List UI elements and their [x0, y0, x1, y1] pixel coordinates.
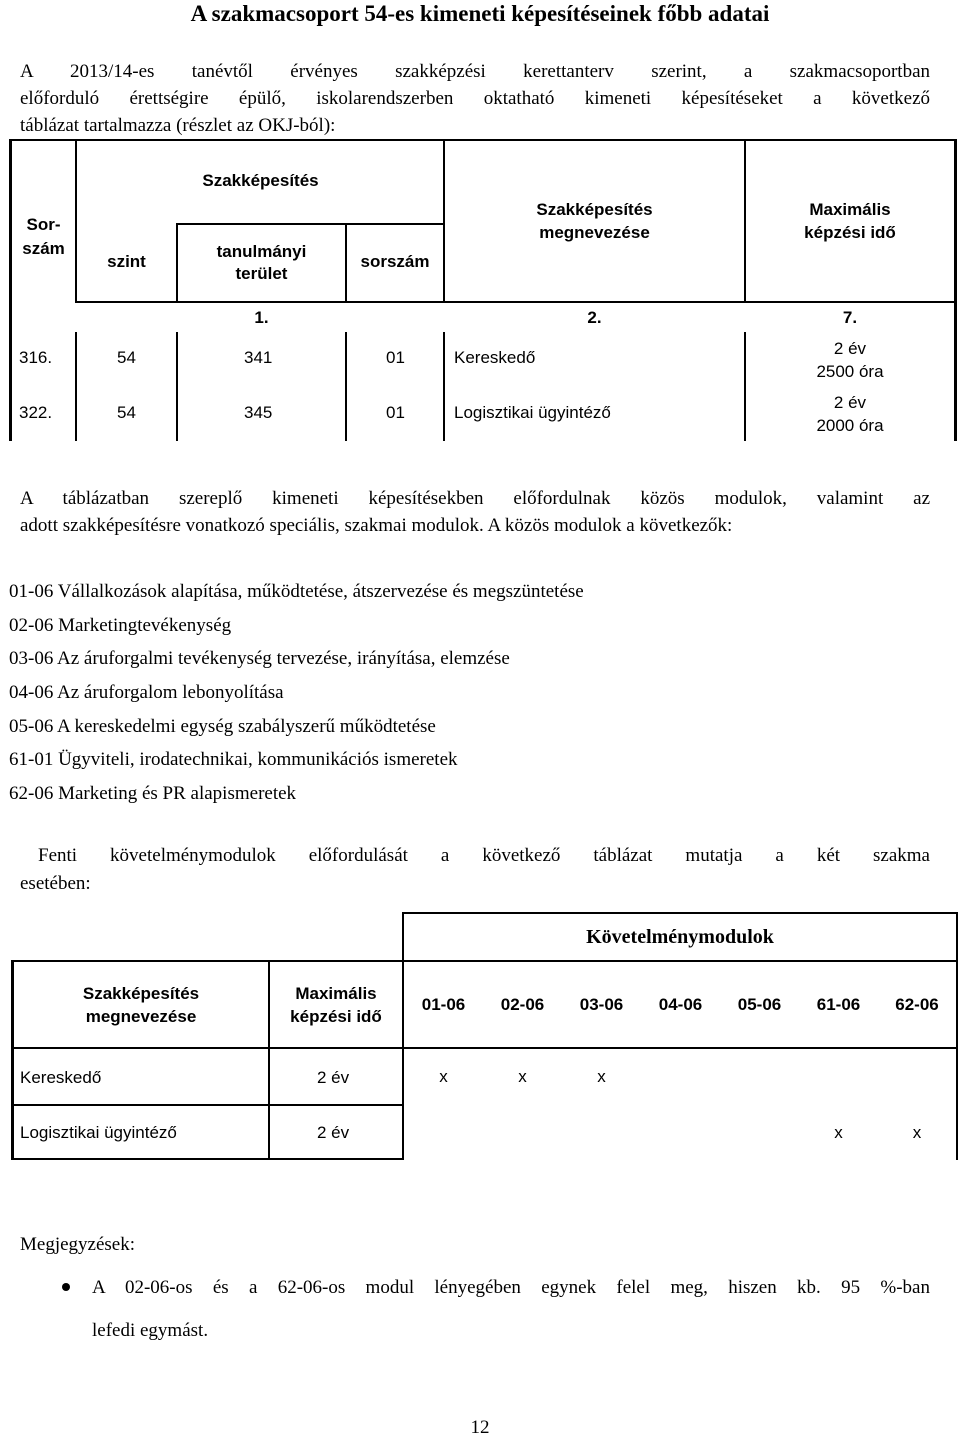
header-megnevezes: Szakképesítés megnevezése: [82, 983, 200, 1026]
notes-heading: Megjegyzések:: [20, 1234, 136, 1255]
row1-mark: [641, 1049, 720, 1104]
row1-sorszam2: 01: [386, 348, 405, 367]
header-module-03-06: 03-06: [579, 994, 624, 1014]
intro-line-3: táblázat tartalmazza (részlet az OKJ-ból):: [20, 115, 336, 136]
colnum-2: 2.: [587, 308, 602, 327]
bullet-icon: [62, 1283, 70, 1291]
header-sorszam2: sorszám: [360, 252, 430, 271]
list-item: 04-06 Az áruforgalom lebonyolítása: [9, 682, 284, 703]
header-megnevezes: Szakképesítés megnevezése: [536, 200, 653, 242]
row2-sorszam2: 01: [386, 403, 405, 422]
header-szakkepesites: Szakképesítés: [202, 171, 319, 190]
list-item: 05-06 A kereskedelmi egység szabályszerű működtetése: [9, 716, 436, 737]
para3-line-2: esetében:: [20, 873, 91, 894]
row1-ido: 2 év: [317, 1068, 350, 1087]
para2-line-2: adott szakképesítésre vonatkozó speciális, szakmai modulok. A közös modulok a következők:: [20, 515, 733, 536]
row2-szint: 54: [117, 403, 136, 422]
page-number: 12: [470, 1417, 490, 1438]
header-sorszam: Sor- szám: [22, 215, 65, 258]
row1-terulet: 341: [244, 348, 273, 367]
row1-megnevezes: Kereskedő: [454, 348, 536, 367]
note-item-line-2: lefedi egymást.: [92, 1320, 209, 1341]
header-module-04-06: 04-06: [658, 994, 703, 1014]
row2-mark: x: [912, 1122, 922, 1142]
row2-mark: [562, 1106, 641, 1159]
row2-mark: [641, 1106, 720, 1159]
row1-mark: [720, 1049, 799, 1104]
para3-line-1: Fenti követelménymodulok előfordulását a következő táblázat mutatja a két szakma: [38, 845, 930, 866]
list-item: 03-06 Az áruforgalmi tevékenység tervezése, irányítása, elemzése: [9, 648, 510, 669]
row1-ido: 2 év 2500 óra: [816, 339, 884, 381]
row2-mark: [720, 1106, 799, 1159]
colnum-7: 7.: [842, 308, 858, 327]
row1-mark: x: [518, 1066, 527, 1086]
note-item-line-1: A 02-06-os és a 62-06-os modul lényegében egynek felel meg, hiszen kb. 95 %-ban: [92, 1277, 930, 1298]
colnum-1: 1.: [254, 308, 269, 327]
list-item: 02-06 Marketingtevékenység: [9, 615, 232, 636]
intro-line-1: A 2013/14-es tanévtől érvényes szakképzési kerettanterv szerint, a szakmacsoportban: [20, 61, 930, 82]
row2-sorszam: 322.: [19, 403, 53, 422]
row2-megnevezes: Logisztikai ügyintéző: [454, 403, 611, 422]
header-module-02-06: 02-06: [500, 994, 545, 1014]
row1-szint: 54: [117, 348, 136, 367]
page-title: A szakmacsoport 54-es kimeneti képesítéseinek főbb adatai: [190, 1, 770, 26]
row1-mark: x: [597, 1066, 606, 1086]
row1-sorszam: 316.: [19, 348, 53, 367]
row2-ido: 2 év: [317, 1123, 350, 1142]
header-terulet: tanulmányi terület: [216, 242, 307, 283]
row2-ido: 2 év 2000 óra: [816, 393, 884, 435]
header-module-01-06: 01-06: [421, 994, 466, 1014]
para2-line-1: A táblázatban szereplő kimeneti képesítésekben előfordulnak közös modulok, valamint az: [20, 488, 930, 509]
header-ido: Maximális képzési idő: [804, 200, 896, 242]
intro-line-2: előforduló érettségire épülő, iskolarendszerben oktatható kimeneti képesítéseket a következő: [20, 88, 930, 109]
list-item: 01-06 Vállalkozások alapítása, működtetése, átszervezése és megszüntetése: [9, 581, 584, 602]
row2-mark: [483, 1106, 562, 1159]
header-module-61-06: 61-06: [816, 994, 861, 1014]
header-ido: Maximális képzési idő: [290, 983, 382, 1026]
header-module-62-06: 62-06: [895, 994, 939, 1014]
row2-mark: x: [834, 1122, 843, 1142]
row2-terulet: 345: [244, 403, 273, 422]
row2-mark: [404, 1106, 483, 1159]
list-item: 62-06 Marketing és PR alapismeretek: [9, 783, 297, 804]
row1-mark: x: [439, 1066, 448, 1086]
row1-mark: [799, 1049, 878, 1104]
header-module-05-06: 05-06: [737, 994, 782, 1014]
list-item: 61-01 Ügyviteli, irodatechnikai, kommunikációs ismeretek: [9, 749, 458, 770]
group-header-kovetelmenymodulok: Követelménymodulok: [586, 925, 774, 948]
row1-mark: [878, 1049, 956, 1104]
header-szint: szint: [107, 252, 146, 271]
row1-name: Kereskedő: [20, 1068, 102, 1087]
row2-name: Logisztikai ügyintéző: [20, 1123, 177, 1142]
